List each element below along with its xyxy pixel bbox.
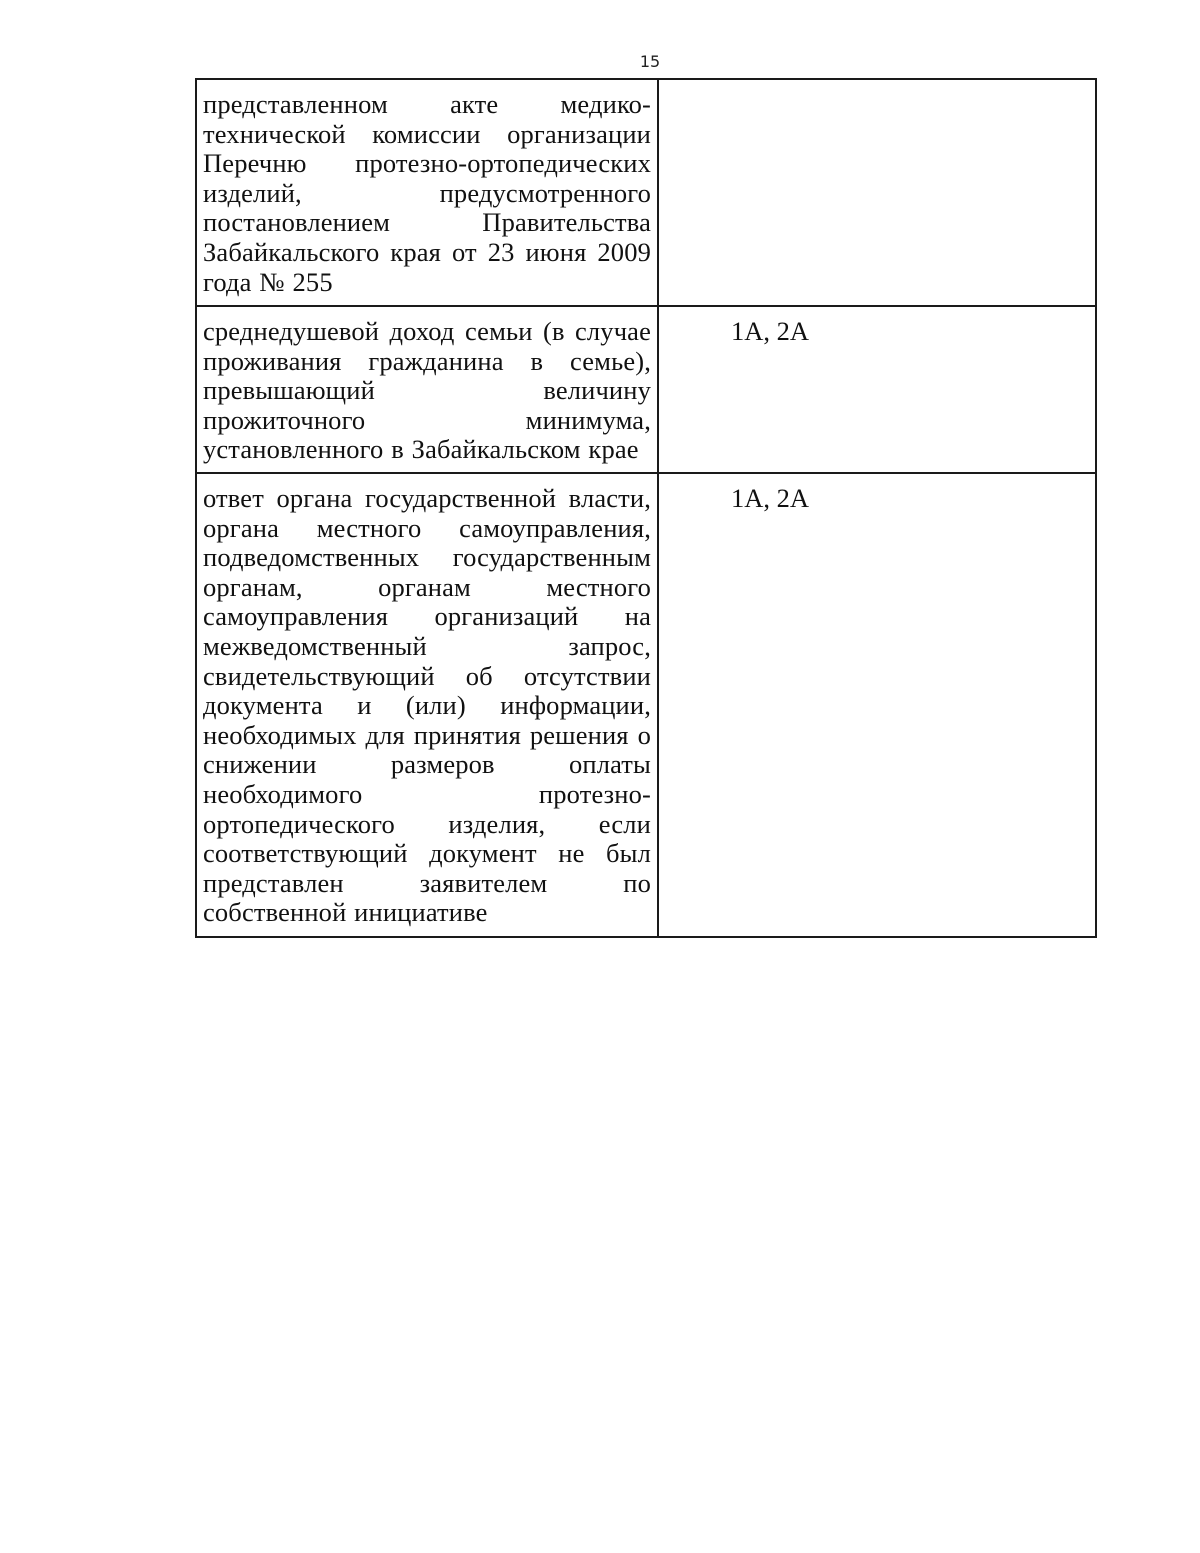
conditions-table [195,78,1097,938]
condition-cell [196,473,658,937]
code-text [659,80,1095,90]
code-cell [658,306,1096,473]
condition-cell [196,79,658,306]
condition-text: представленном акте медико-технической комиссии организации Перечню протезно-ортопедических изделий, предусмотренного постановлением Правительства Забайкальского края от 23 июня 2009 года № 255 [203,89,651,297]
table-row [196,306,1096,473]
table-row [196,79,1096,306]
code-cell [658,473,1096,937]
condition-text: ответ органа государственной власти, органа местного самоуправления, подведомственных государственным органам, органам местного самоуправления организаций на межведомственный запрос, свидетельствующий об отсутствии документа и (или) информации, необходимых для принятия решения о снижении размеров оплаты необходимого протезно-ортопедического изделия, если соответствующий документ не был представлен заявителем по собственной инициативе [203,483,651,928]
code-cell [658,79,1096,306]
condition-cell [196,306,658,473]
page-number: 15 [639,52,661,71]
table-row [196,473,1096,937]
condition-text: среднедушевой доход семьи (в случае проживания гражданина в семье), превышающий величину прожиточного минимума, установленного в Забайкальском крае [203,316,651,465]
code-text: 1А, 2А [731,316,810,346]
code-text: 1А, 2А [731,483,810,513]
